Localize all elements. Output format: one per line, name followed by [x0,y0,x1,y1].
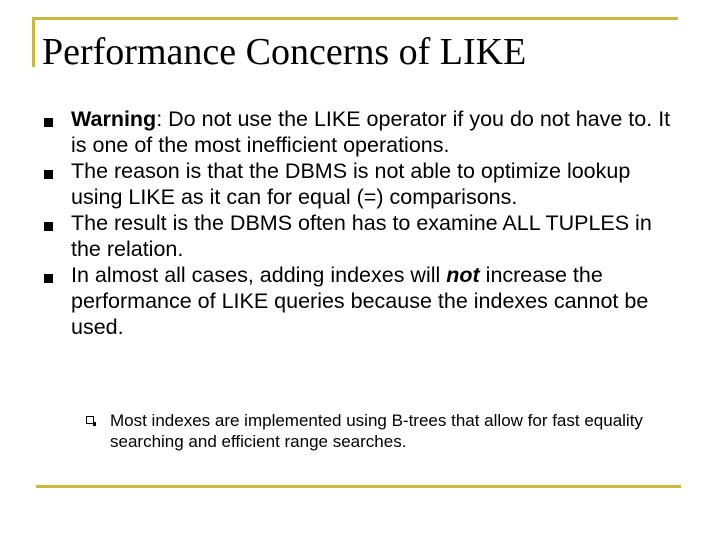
bullet-text: : Do not use the LIKE operator if you do not have to. It is one of the most inefficient operations. [71,107,671,157]
left-accent-rule [32,17,35,67]
square-bullet-icon [44,170,53,179]
bullet-item-reason [44,158,684,210]
bullet-item-warning [44,106,684,158]
top-accent-rule [32,17,678,20]
bullet-item-result [44,210,684,262]
bullet-list [44,106,684,340]
bullet-text-pre: In almost all cases, adding indexes will [71,263,447,287]
bullet-text: The reason is that the DBMS is not able to optimize lookup using LIKE as it can for equal (=) comparisons. [71,159,631,209]
bullet-text-post: increase the performance of LIKE queries because the indexes cannot be used. [71,263,649,339]
warning-label: Warning [71,107,157,131]
sub-bullet-text: Most indexes are implemented using B-trees that allow for fast equality searching and efficient range searches. [110,411,643,451]
bullet-text: The result is the DBMS often has to examine ALL TUPLES in the relation. [71,211,652,261]
bottom-accent-rule [36,485,681,488]
sub-bullet-list [86,410,686,452]
slide-title: Performance Concerns of LIKE [42,31,527,73]
square-bullet-icon [44,274,53,283]
hollow-square-bullet-icon [86,416,94,424]
bullet-item-indexes [44,262,684,340]
sub-bullet-item [86,410,686,452]
square-bullet-icon [44,222,53,231]
square-bullet-icon [44,118,53,127]
emphasis-not: not [446,263,480,287]
